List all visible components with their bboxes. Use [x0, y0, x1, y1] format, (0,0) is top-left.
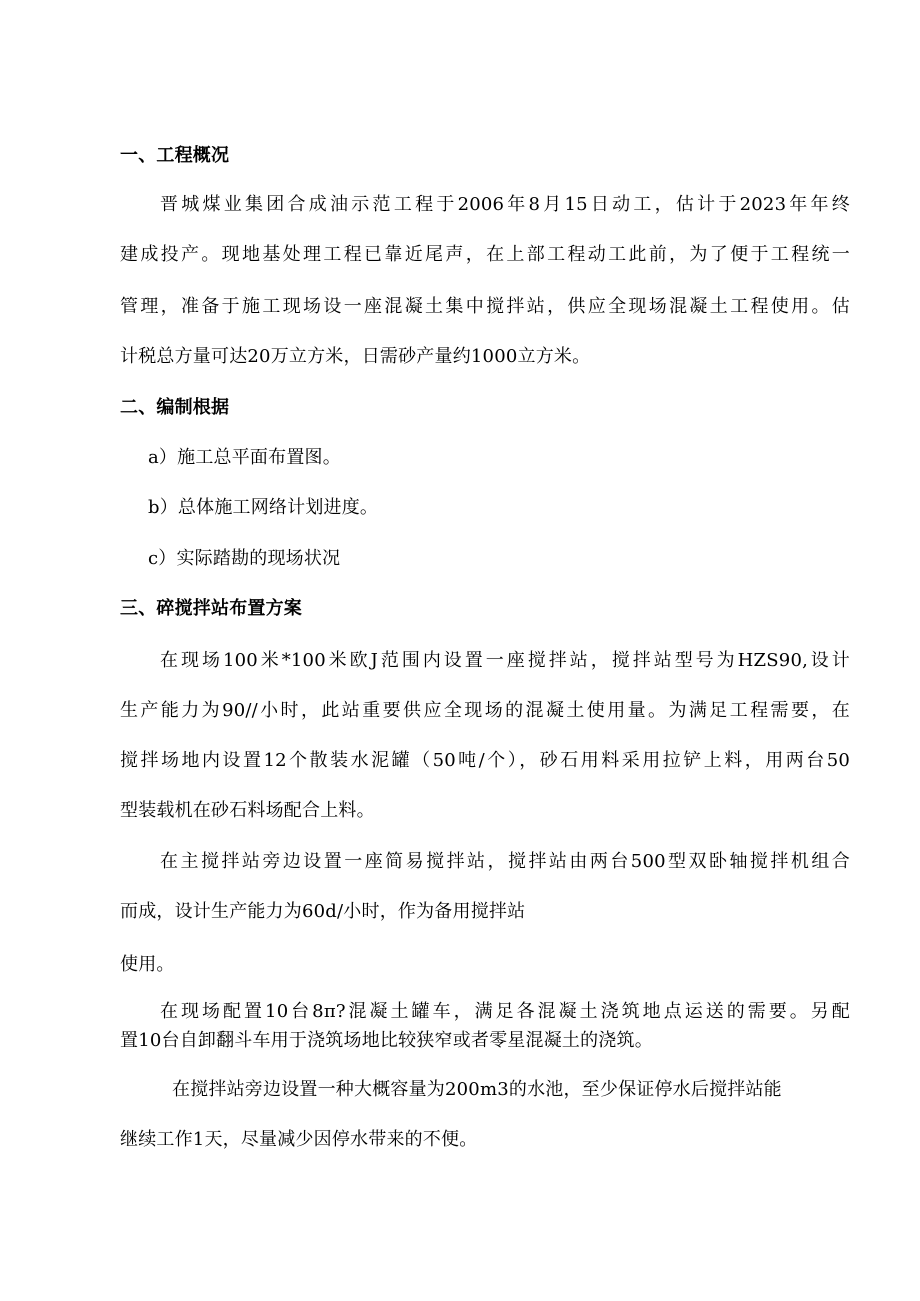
paragraph-line: 生产能力为90//小时，此站重要供应全现场的混凝土使用量。为满足工程需要，在	[120, 700, 850, 721]
paragraph-line: 建成投产。现地基处理工程已靠近尾声，在上部工程动工此前，为了便于工程统一	[120, 244, 850, 265]
paragraph-line: 计税总方量可达20万立方米，日需砂产量约1000立方米。	[120, 346, 591, 367]
paragraph-line: 在现场100米*100米欧J范围内设置一座搅拌站，搅拌站型号为HZS90,设计	[160, 650, 850, 671]
paragraph-line: 置10台自卸翻斗车用于浇筑场地比较狭窄或者零星混凝土的浇筑。	[120, 1030, 653, 1051]
list-item: b）总体施工网络计划进度。	[148, 497, 379, 518]
paragraph-line: 型装载机在砂石料场配合上料。	[120, 800, 375, 821]
paragraph-line: 晋城煤业集团合成油示范工程于2006年8月15日动工，估计于2023年年终	[160, 194, 850, 215]
paragraph-line: 在搅拌站旁边设置一种大概容量为200m3的水池，至少保证停水后搅拌站能	[172, 1079, 782, 1100]
paragraph-line: 管理，准备于施工现场设一座混凝土集中搅拌站，供应全现场混凝土工程使用。估	[120, 296, 850, 317]
section-2-heading: 二、编制根据	[120, 397, 230, 418]
list-item: c）实际踏勘的现场状况	[148, 548, 341, 569]
paragraph-line: 在现场配置10台8π?混凝土罐车，满足各混凝土浇筑地点运送的需要。另配	[160, 1001, 850, 1022]
section-3-heading: 三、碎搅拌站布置方案	[120, 598, 302, 619]
paragraph-line: 使用。	[120, 954, 175, 975]
section-1-heading: 一、工程概况	[120, 145, 230, 166]
paragraph-line: 搅拌场地内设置12个散装水泥罐（50吨/个），砂石用料采用拉铲上料，用两台50	[120, 750, 850, 771]
list-item: a）施工总平面布置图。	[148, 447, 341, 468]
paragraph-line: 继续工作1天，尽量减少因停水带来的不便。	[120, 1129, 478, 1150]
paragraph-line: 在主搅拌站旁边设置一座简易搅拌站，搅拌站由两台500型双卧轴搅拌机组合	[160, 851, 850, 872]
paragraph-line: 而成，设计生产能力为60d/小时，作为备用搅拌站	[120, 901, 526, 922]
